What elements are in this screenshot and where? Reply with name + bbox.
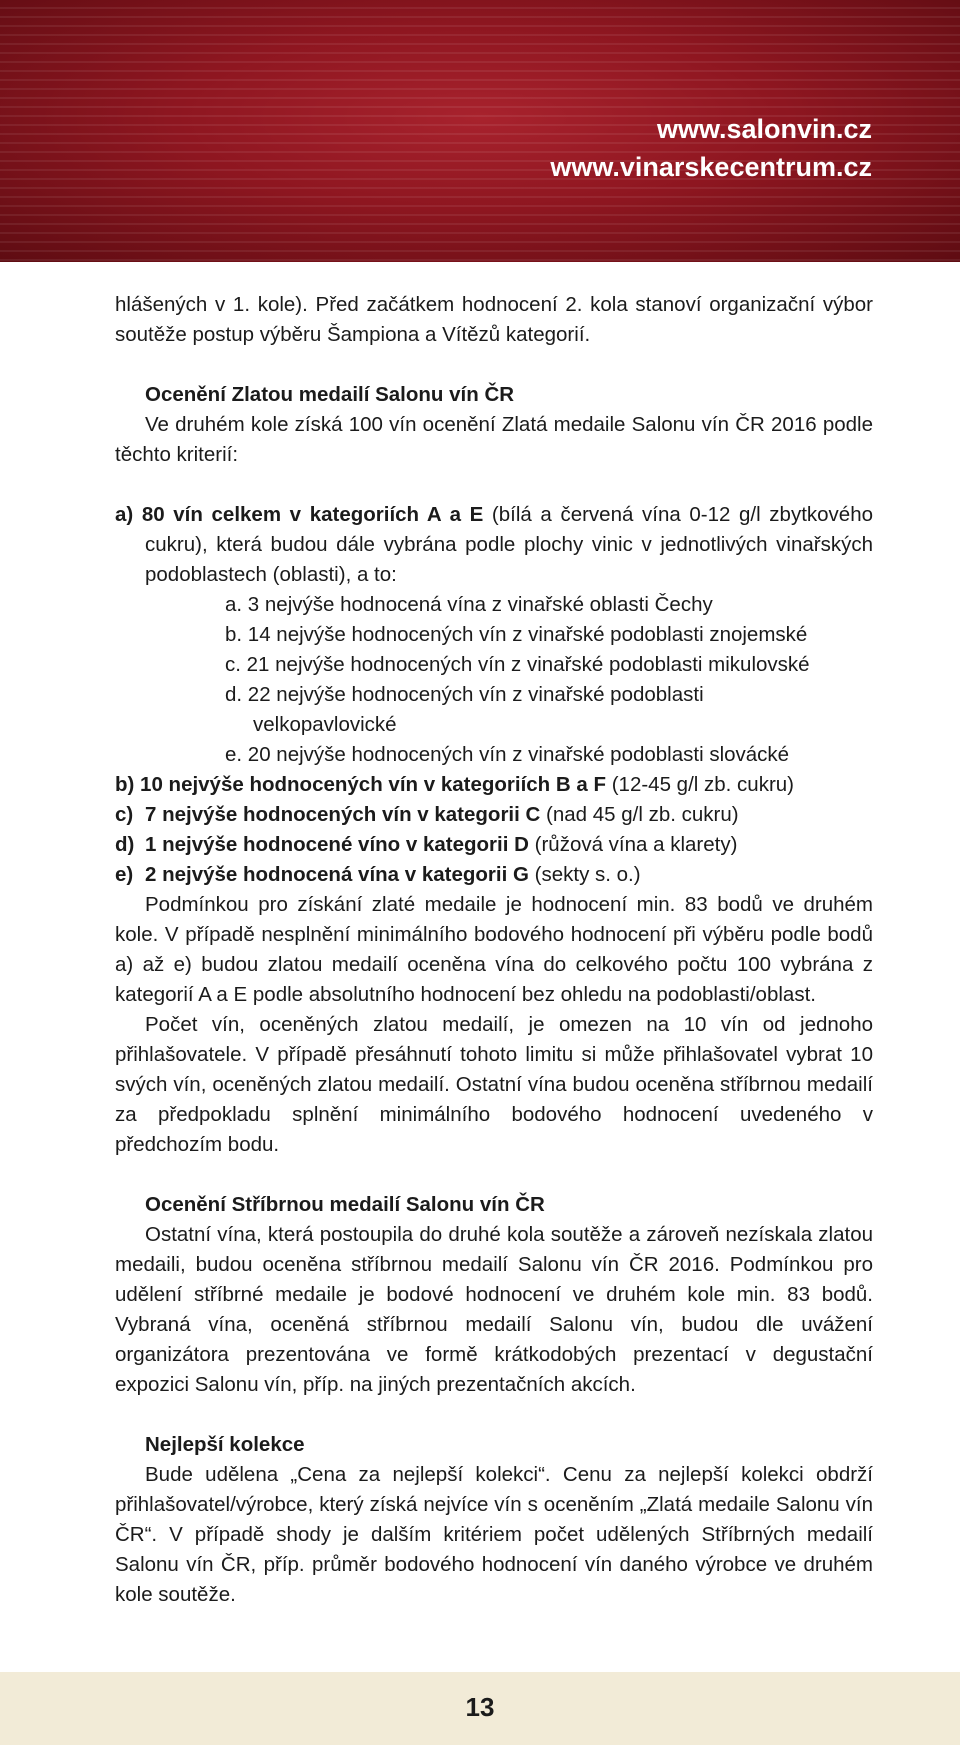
- criterion-a-label: a) 80 vín celkem v kategoriích A a E: [115, 503, 484, 526]
- criterion-b-text: (12-45 g/l zb. cukru): [606, 773, 795, 796]
- subcriterion-d: d. 22 nejvýše hodnocených vín z vinařské podoblasti: [225, 683, 704, 706]
- criterion-b-label: b) 10 nejvýše hodnocených vín v kategoriích B a F: [115, 773, 607, 796]
- url-salonvin[interactable]: www.salonvin.cz: [656, 114, 872, 144]
- silver-paragraph: Ostatní vína, která postoupila do druhé kola soutěže a zároveň nezískala zlatou medaili, budou oceněna stříbrnou medailí Salonu vín ČR 2016. Podmínkou pro udělení stříbrné medaile je bodové hodnocení ve druhém kole min. 83 bodů. Vybraná vína, oceněná stříbrnou medailí Salonu vín, budou dle uvážení organizátora prezentována ve formě krátkodobých prezentací v degustační expozici Salonu vín, příp. na jiných prezentačních akcích.: [115, 1223, 873, 1396]
- header-urls: [550, 110, 872, 186]
- page-footer: [0, 1672, 960, 1745]
- page-header-banner: [0, 0, 960, 262]
- criterion-d-label: d): [115, 833, 135, 856]
- page-number: 13: [465, 1692, 495, 1722]
- gold-intro: Ve druhém kole získá 100 vín ocenění Zlatá medaile Salonu vín ČR 2016 podle těchto kriterií:: [115, 413, 873, 466]
- criterion-c-label: c): [115, 803, 134, 826]
- criterion-c-text: (nad 45 g/l zb. cukru): [540, 803, 739, 826]
- silver-medal-heading: Ocenění Stříbrnou medailí Salonu vín ČR: [145, 1193, 545, 1216]
- subcriterion-b: b. 14 nejvýše hodnocených vín z vinařské podoblasti znojemské: [225, 623, 808, 646]
- best-collection-heading: Nejlepší kolekce: [145, 1433, 305, 1456]
- url-vinarskecentrum[interactable]: www.vinarskecentrum.cz: [550, 152, 872, 182]
- gold-medal-heading: Ocenění Zlatou medailí Salonu vín ČR: [145, 383, 515, 406]
- subcriterion-d-cont: velkopavlovické: [253, 713, 397, 736]
- criterion-c: [115, 800, 873, 830]
- criterion-a: [115, 500, 873, 590]
- criterion-e-label: e): [115, 863, 134, 886]
- subcriterion-e: e. 20 nejvýše hodnocených vín z vinařské podoblasti slovácké: [225, 743, 790, 766]
- gold-paragraph-1: Podmínkou pro získání zlaté medaile je hodnocení min. 83 bodů ve druhém kole. V případě nesplnění minimálního bodového hodnocení při výběru podle bodů a) až e) budou zlatou medailí oceněna vína do celkového počtu 100 vybrána z kategorií A a E podle absolutního hodnocení bez ohledu na podoblasti/oblast.: [115, 893, 873, 1006]
- criterion-d: [115, 830, 873, 860]
- criterion-d-text: (růžová vína a klarety): [528, 833, 738, 856]
- subcriterion-a: a. 3 nejvýše hodnocená vína z vinařské oblasti Čechy: [225, 593, 713, 616]
- criterion-d-bold: 1 nejvýše hodnocené víno v kategorii D: [145, 833, 529, 856]
- page-content: [115, 290, 873, 1610]
- criterion-c-bold: 7 nejvýše hodnocených vín v kategorii C: [145, 803, 541, 826]
- criterion-a-text: (bílá a červená vína 0-12 g/l zbytkového cukru), která budou dále vybrána podle plochy vinic v jednotlivých vinařských podoblastech (oblasti), a to:: [145, 503, 873, 586]
- subcriterion-c: c. 21 nejvýše hodnocených vín z vinařské podoblasti mikulovské: [225, 653, 810, 676]
- criterion-b: [115, 770, 873, 800]
- best-collection-paragraph: Bude udělena „Cena za nejlepší kolekci“. Cenu za nejlepší kolekci obdrží přihlašovatel/výrobce, který získá nejvíce vín s oceněním „Zlatá medaile Salonu vín ČR“. V případě shody je dalším kritériem počet udělených Stříbrných medailí Salonu vín ČR, příp. průměr bodového hodnocení vín daného výrobce ve druhém kole soutěže.: [115, 1463, 873, 1606]
- intro-paragraph: hlášených v 1. kole). Před začátkem hodnocení 2. kola stanoví organizační výbor soutěže postup výběru Šampiona a Vítězů kategorií.: [115, 293, 873, 346]
- criterion-e-text: (sekty s. o.): [528, 863, 641, 886]
- criterion-e: [115, 860, 873, 890]
- gold-paragraph-2: Počet vín, oceněných zlatou medailí, je omezen na 10 vín od jednoho přihlašovatele. V případě přesáhnutí tohoto limitu si může přihlašovatel vybrat 10 svých vín, oceněných zlatou medailí. Ostatní vína budou oceněna stříbrnou medailí za předpokladu splnění minimálního bodového hodnocení uvedeného v předchozím bodu.: [115, 1013, 873, 1156]
- criterion-e-bold: 2 nejvýše hodnocená vína v kategorii G: [145, 863, 529, 886]
